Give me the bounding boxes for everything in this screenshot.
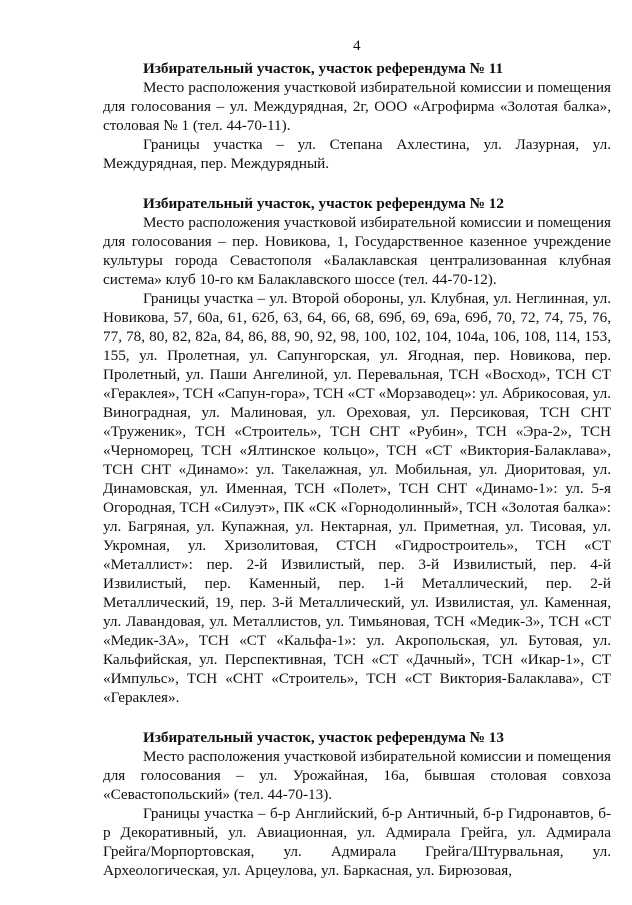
borders-paragraph: Границы участка – ул. Степана Ахлестина, ул. Лазурная, ул. Междурядная, пер. Междурядный. xyxy=(103,136,611,172)
document-body xyxy=(103,59,611,880)
section-heading: Избирательный участок, участок референдума № 13 xyxy=(143,729,504,746)
location-paragraph: Место расположения участковой избирательной комиссии и помещения для голосования – ул. Междурядная, 2г, ООО «Агрофирма «Золотая балка», столовая № 1 (тел. 44-70-11). xyxy=(103,79,611,134)
page-number: 4 xyxy=(353,37,361,54)
polling-station-13 xyxy=(103,728,611,880)
polling-station-11 xyxy=(103,59,611,173)
location-paragraph: Место расположения участковой избирательной комиссии и помещения для голосования – пер. Новикова, 1, Государственное казенное учреждение культуры города Севастополя «Балаклавская централизованная клубная система» клуб 10-го км Балаклавского шоссе (тел. 44-70-12). xyxy=(103,214,611,288)
location-paragraph: Место расположения участковой избирательной комиссии и помещения для голосования – ул. Урожайная, 16а, бывшая столовая совхоза «Севастопольский» (тел. 44-70-13). xyxy=(103,748,611,803)
borders-paragraph: Границы участка – ул. Второй обороны, ул. Клубная, ул. Неглинная, ул. Новикова, 57, 60а, 61, 62б, 63, 64, 66, 68, 69б, 69, 69а, 69б, 70, 72, 74, 75, 76, 77, 78, 80, 82, 82а, 84, 86, 88, 90, 92, 98, 100, 102, 104, 104а, 106, 108, 114, 153, 155, ул. Пролетная, ул. Сапунгорская, ул. Ягодная, пер. Новикова, пер. Пролетный, ул. Паши Ангелиной, ул. Перевальная, ТСН «Восход», ТСН СТ «Гераклея», ТСН «Сапун-гора», ТСН «СТ «Морзаводец»: ул. Абрикосовая, ул. Виноградная, ул. Малиновая, ул. Ореховая, ул. Персиковая, ТСН СНТ «Труженик», ТСН «Строитель», ТСН СНТ «Рубин», ТСН «Эра-2», ТСН «Черноморец, ТСН «Ялтинское кольцо», ТСН «СТ «Виктория-Балаклава», ТСН СНТ «Динамо»: ул. Такелажная, ул. Мобильная, ул. Диоритовая, ул. Динамовская, ул. Именная, ТСН «Полет», ТСН СНТ «Динамо-1»: ул. 5-я Огородная, ТСН «Силуэт», ПК «СК «Горнодолинный», ТСН «Золотая балка»: ул. Багряная, ул. Купажная, ул. Нектарная, ул. Приметная, ул. Тисовая, ул. Укромная, ул. Хризолитовая, СТСН «Гидростроитель», ТСН «СТ «Металлист»: пер. 2-й Извилистый, пер. 3-й Извилистый, пер. 4-й Извилистый, пер. Каменный, пер. 1-й Металлический, пер. 2-й Металлический, 19, пер. 3-й Металлический, ул. Извилистая, ул. Каменная, ул. Лавандовая, ул. Металлистов, ул. Тимьяновая, ТСН «Медик-3», ТСН «СТ «Медик-3А», ТСН «СТ «Кальфа-1»: ул. Акропольская, ул. Бутовая, ул. Кальфийская, ул. Перспективная, ТСН «СТ «Дачный», ТСН «Икар-1», СТ «Импульс», ТСН «СНТ «Строитель», ТСН «СТ Виктория-Балаклава», СТ «Гераклея». xyxy=(103,290,611,706)
polling-station-12 xyxy=(103,194,611,707)
section-heading: Избирательный участок, участок референдума № 11 xyxy=(143,60,504,77)
borders-paragraph: Границы участка – б-р Английский, б-р Античный, б-р Гидронавтов, б-р Декоративный, ул. Авиационная, ул. Адмирала Грейга, ул. Адмирала Грейга/Морпортовская, ул. Адмирала Грейга/Штурвальная, ул. Археологическая, ул. Арцеулова, ул. Баркасная, ул. Бирюзовая, xyxy=(103,805,611,879)
section-heading: Избирательный участок, участок референдума № 12 xyxy=(143,195,504,212)
